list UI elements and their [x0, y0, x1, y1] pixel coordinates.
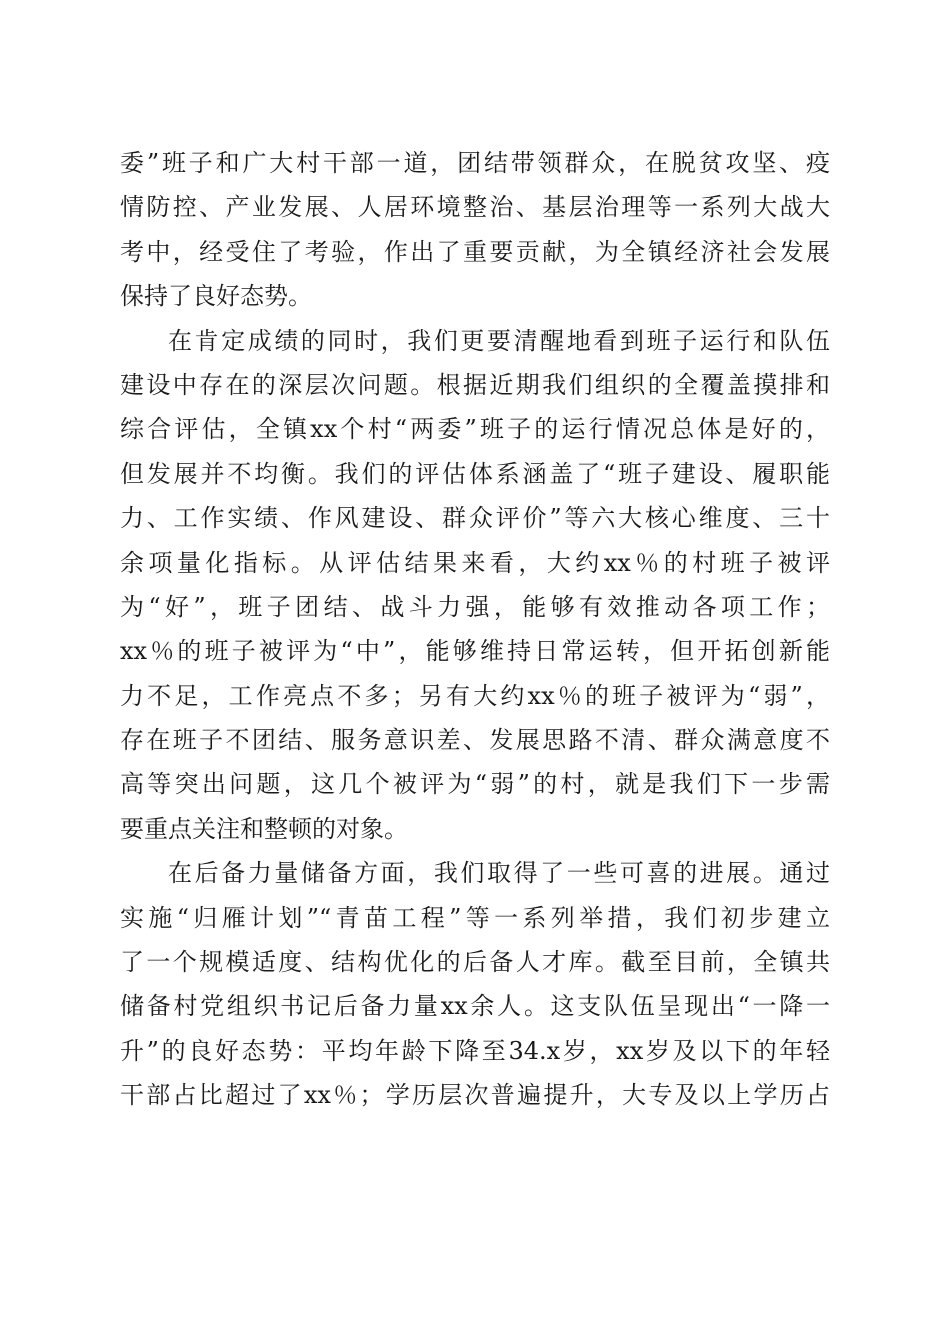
text-line: 建设中存在的深层次问题。根据近期我们组织的全覆盖摸排和 — [120, 370, 830, 399]
text-line: 实施“归雁计划”“青苗工程”等一系列举措，我们初步建立 — [120, 903, 830, 932]
text-line: 要重点关注和整顿的对象。 — [120, 814, 408, 843]
text-line: 余项量化指标。从评估结果来看，大约xx％的村班子被评 — [120, 548, 830, 577]
text-line: 保持了良好态势。 — [120, 282, 312, 311]
text-line: 干部占比超过了xx％；学历层次普遍提升，大专及以上学历占 — [120, 1081, 830, 1110]
text-line: 升”的良好态势：平均年龄下降至34.x岁，xx岁及以下的年轻 — [120, 1036, 830, 1065]
text-line: 在肯定成绩的同时，我们更要清醒地看到班子运行和队伍 — [168, 326, 830, 355]
text-line: 为“好”，班子团结、战斗力强，能够有效推动各项工作； — [120, 592, 830, 621]
text-line: 综合评估，全镇xx个村“两委”班子的运行情况总体是好的， — [120, 415, 830, 444]
body-text — [120, 141, 830, 1118]
text-line: 力、工作实绩、作风建设、群众评价”等六大核心维度、三十 — [120, 504, 830, 533]
text-line: 力不足，工作亮点不多；另有大约xx％的班子被评为“弱”， — [120, 681, 830, 710]
text-line: 但发展并不均衡。我们的评估体系涵盖了“班子建设、履职能 — [120, 459, 830, 488]
text-line: 考中，经受住了考验，作出了重要贡献，为全镇经济社会发展 — [120, 237, 830, 266]
text-line: 在后备力量储备方面，我们取得了一些可喜的进展。通过 — [168, 859, 830, 888]
text-line: xx％的班子被评为“中”，能够维持日常运转，但开拓创新能 — [120, 637, 830, 666]
text-line: 高等突出问题，这几个被评为“弱”的村，就是我们下一步需 — [120, 770, 830, 799]
text-line: 情防控、产业发展、人居环境整治、基层治理等一系列大战大 — [120, 193, 830, 222]
text-line: 委”班子和广大村干部一道，团结带领群众，在脱贫攻坚、疫 — [120, 149, 830, 177]
text-line: 储备村党组织书记后备力量xx余人。这支队伍呈现出“一降一 — [120, 992, 830, 1021]
text-line: 了一个规模适度、结构优化的后备人才库。截至目前，全镇共 — [120, 948, 830, 977]
text-line: 存在班子不团结、服务意识差、发展思路不清、群众满意度不 — [120, 726, 830, 755]
